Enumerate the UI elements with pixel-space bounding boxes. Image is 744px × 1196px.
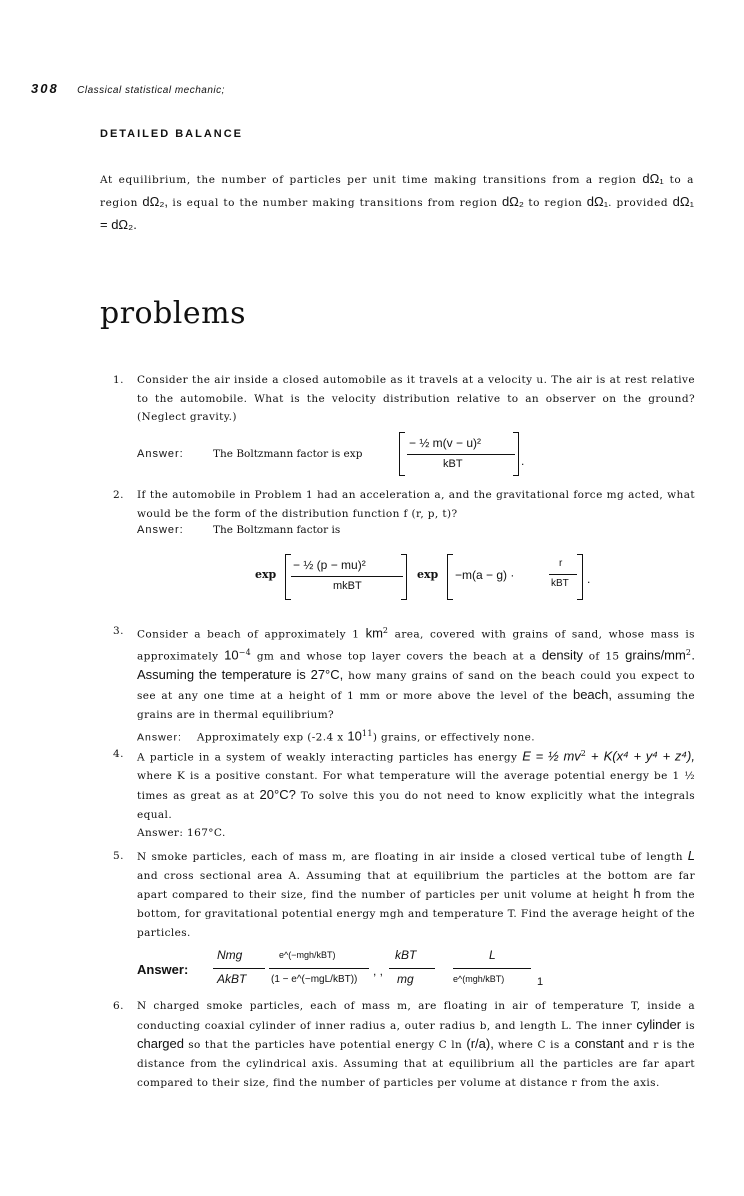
right-bracket bbox=[513, 432, 519, 476]
page-number: 308 bbox=[31, 81, 59, 96]
problems-heading: problems bbox=[100, 296, 247, 331]
problem-5-answer: Answer: Nmg AkBT e^(−mgh/kBT) (1 − e^(−mgL/kBT)) , , kBT mg L e^(mgh/kBT) 1 bbox=[137, 948, 544, 988]
section-title: DETAILED BALANCE bbox=[100, 128, 244, 140]
running-head: Classical statistical mechanic; bbox=[77, 85, 225, 96]
problem-2-formula: exp − ½ (p − mu)² mkBT exp −m(a − g) · r kBT . bbox=[255, 552, 615, 602]
problem-1-text: Consider the air inside a closed automobile as it travels at a velocity u. The air is at rest relative to the automobile. What is the velocity distribution relative to an observer on the ground? (Neglect gravity.) bbox=[137, 374, 695, 424]
problem-4-text: A particle in a system of weakly interacting particles has energy E = ½ $mv^2 + K(x^4 + y^4 + z^4)$, where K is a positive constant. For what temperature will the average potential energy be 1 ½ times as great as at 20°C? To solve this you do not need to know explicitly what the integrals equal. Answer: 167°C. bbox=[137, 748, 696, 840]
problem-1-answer: Answer: The Boltzmann factor is exp − ½ m(v − u)² kBT . bbox=[137, 430, 557, 478]
fraction-bar bbox=[407, 454, 515, 455]
problem-4: 4. A particle in a system of weakly interacting particles has energy E = ½ $mv^2 + K(x^4 + y^4 + z^4)$, where K is a positive constant. For what temperature will the average potential energy be 1 ½ times as great as at 20°C? To solve this you do not need to know explicitly what the integrals equal. Answer: 167°C. bbox=[113, 745, 695, 843]
problem-3-text: Consider a beach of approximately 1 $km^2$ area, covered with grains of sand, whose mass is approximately $10^{-4}$ gm and whose top layer covers the beach at a density of 15 grains/$mm^2$. Assuming the temperature is 27°C, how many grains of sand on the beach could you expect to see at any one time at a height of 1 mm or more above the level of the beach, assuming the grains are in thermal equilibrium? Answer: Approximately exp (-2.4 x $10^{11}$) grains, or effectively none. bbox=[137, 625, 695, 744]
problem-2-text: If the automobile in Problem 1 had an acceleration a, and the gravitational force mg acted, what would be the form of the distribution function f (r, p, t)? bbox=[137, 489, 695, 520]
problem-5-text: N smoke particles, each of mass m, are floating in air inside a closed vertical tube of length L and cross sectional area A. Assuming that at equilibrium the particles at the bottom are far apart compared to their size, find the number of particles per unit volume at height h from the bottom, for gravitational potential energy mgh and temperature T. Find the average height of the particles. bbox=[137, 848, 695, 939]
left-bracket bbox=[399, 432, 405, 476]
page-header bbox=[31, 80, 225, 98]
problem-1: 1. Consider the air inside a closed automobile as it travels at a velocity u. The air is at rest relative to the automobile. What is the velocity distribution relative to an observer on the ground? (Neglect gravity.) bbox=[113, 371, 695, 427]
problem-3: 3. Consider a beach of approximately 1 $km^2$ area, covered with grains of sand, whose mass is approximately $10^{-4}$ gm and whose top layer covers the beach at a density of 15 grains/$mm^2$. Assuming the temperature is 27°C, how many grains of sand on the beach could you expect to see at any one time at a height of 1 mm or more above the level of the beach, assuming the grains are in thermal equilibrium? Answer: Approximately exp (-2.4 x $10^{11}$) grains, or effectively none. bbox=[113, 622, 695, 747]
detailed-balance-paragraph: At equilibrium, the number of particles per unit time making transitions from a region dΩ₁ to a region dΩ₂, is equal to the number making transitions from region dΩ₂ to region dΩ₁. provided dΩ₁ = dΩ₂. bbox=[100, 171, 694, 232]
problem-5: 5. N smoke particles, each of mass m, are floating in air inside a closed vertical tube of length L and cross sectional area A. Assuming that at equilibrium the particles at the bottom are far apart compared to their size, find the number of particles per unit volume at height h from the bottom, for gravitational potential energy mgh and temperature T. Find the average height of the particles. bbox=[113, 847, 695, 943]
problem-6: 6. N charged smoke particles, each of mass m, are floating in air of temperature T, inside a conducting coaxial cylinder of inner radius a, outer radius b, and length L. The inner cylinder is charged so that the particles have potential energy C ln (r/a), where C is a constant and r is the distance from the cylindrical axis. Assuming that at equilibrium all the particles are far apart compared to their size, find the number of particles per volume at distance r from the axis. bbox=[113, 997, 695, 1093]
problem-2-answer-line: Answer: The Boltzmann factor is bbox=[137, 524, 341, 536]
problem-6-text: N charged smoke particles, each of mass m, are floating in air of temperature T, inside a conducting coaxial cylinder of inner radius a, outer radius b, and length L. The inner cylinder is charged so that the particles have potential energy C ln (r/a), where C is a constant and r is the distance from the cylindrical axis. Assuming that at equilibrium all the particles are far apart compared to their size, find the number of particles per volume at distance r from the axis. bbox=[137, 1000, 695, 1089]
problem-2: 2. If the automobile in Problem 1 had an acceleration a, and the gravitational force mg acted, what would be the form of the distribution function f (r, p, t)? bbox=[113, 486, 695, 523]
